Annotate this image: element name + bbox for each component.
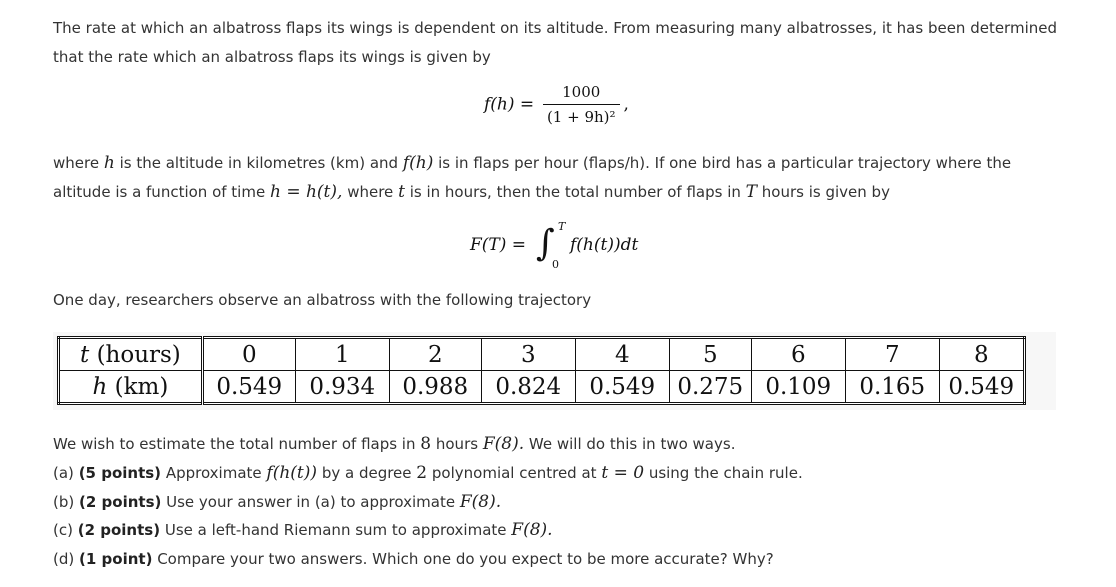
- table-cell: 0.275: [669, 371, 751, 404]
- table-cell: 0.549: [575, 371, 669, 404]
- trajectory-table-container: [53, 332, 1056, 410]
- trajectory-table: [57, 336, 1026, 405]
- table-cell: 5: [669, 338, 751, 371]
- table-cell: 0.549: [939, 371, 1024, 404]
- integral-lhs: F(T) =: [470, 235, 527, 255]
- observe-text: One day, researchers observe an albatross with the following trajectory: [53, 291, 592, 309]
- var-t: t: [398, 182, 405, 202]
- table-cell: 2: [389, 338, 481, 371]
- var-fh: f(h): [402, 153, 434, 173]
- rate-equation-lhs: f(h) =: [484, 94, 535, 115]
- table-cell: 0: [202, 338, 295, 371]
- table-cell: 6: [751, 338, 845, 371]
- table-cell: 0.988: [389, 371, 481, 404]
- table-cell: 0.934: [295, 371, 389, 404]
- table-cell: 0.165: [845, 371, 939, 404]
- question-d: (d) (1 point) Compare your two answers. Which one do you expect to be more accurate? Why?: [53, 550, 774, 568]
- var-h: h: [103, 153, 115, 173]
- altitude-header: h (km): [59, 371, 203, 404]
- integral-upper: T: [558, 220, 566, 233]
- question-a: (a) (5 points) Approximate f(h(t)) by a degree 2 polynomial centred at t = 0 using the chain rule.: [53, 463, 803, 483]
- table-row-altitude: [59, 371, 1025, 404]
- table-cell: 8: [939, 338, 1024, 371]
- integrand: f(h(t))dt: [570, 235, 639, 255]
- var-h-of-t: h = h(t),: [269, 182, 343, 202]
- rate-denominator: (1 + 9h)²: [543, 104, 620, 126]
- integral-lower: 0: [552, 258, 559, 271]
- question-c: (c) (2 points) Use a left-hand Riemann sum to approximate F(8).: [53, 520, 553, 540]
- table-cell: 4: [575, 338, 669, 371]
- intro-paragraph: The rate at which an albatross flaps its wings is dependent on its altitude. From measuring many albatrosses, it has been determined that the rate which an albatross flaps its wings is given by: [53, 19, 1057, 66]
- table-cell: 7: [845, 338, 939, 371]
- table-cell: 0.109: [751, 371, 845, 404]
- rate-equation-comma: ,: [623, 94, 629, 115]
- integral-sign: ∫: [536, 223, 555, 264]
- table-cell: 0.824: [481, 371, 575, 404]
- rate-fraction: [543, 83, 620, 126]
- points-badge: (1 point): [79, 550, 153, 568]
- where-paragraph: where h is the altitude in kilometres (km) and f(h) is in flaps per hour (flaps/h). If one bird has a particular trajectory where the altitude is a function of time h = h(t), where t is in hours, then the total number of flaps in T hours is given by: [53, 153, 1012, 202]
- rate-equation: [484, 83, 629, 126]
- question-lead: We wish to estimate the total number of flaps in 8 hours F(8). We will do this in two ways.: [53, 434, 736, 454]
- table-cell: 3: [481, 338, 575, 371]
- points-badge: (5 points): [78, 464, 162, 482]
- table-row-time: [59, 338, 1025, 371]
- table-cell: 1: [295, 338, 389, 371]
- rate-numerator: 1000: [562, 83, 601, 101]
- points-badge: (2 points): [79, 493, 162, 511]
- table-cell: 0.549: [202, 371, 295, 404]
- points-badge: (2 points): [77, 521, 161, 539]
- question-b: (b) (2 points) Use your answer in (a) to approximate F(8).: [53, 492, 502, 512]
- var-T: T: [745, 182, 758, 202]
- time-header: t (hours): [59, 338, 203, 371]
- flaps-integral-equation: [470, 222, 690, 272]
